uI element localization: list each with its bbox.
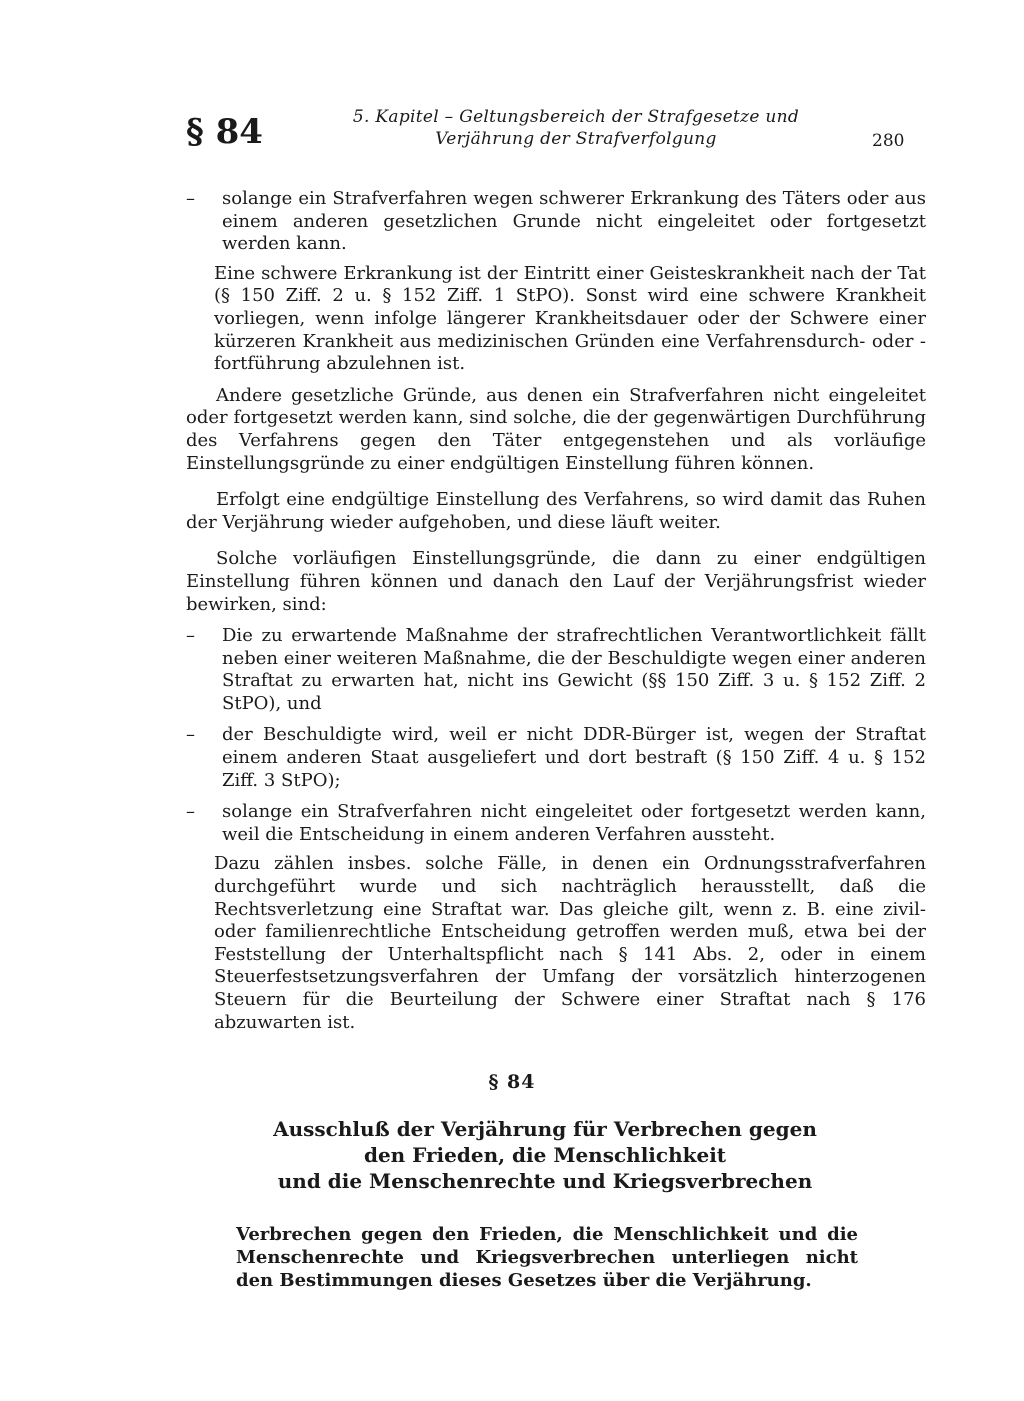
paragraph: Solche vorläufigen Einstellungsgründe, die dann zu einer endgültigen Einstellung führen können und danach den Lauf der Verjährungsfrist wieder bewirken, sind: <box>186 548 926 615</box>
list-dash: – <box>186 724 195 746</box>
list-item-note: Dazu zählen insbes. solche Fälle, in denen ein Ordnungsstrafverfahren durchgeführt wurde und sich nachträglich herausstellt, daß die Rechtsverletzung eine Straftat war. Das gleiche gilt, wenn z. B. eine zivil- oder familienrechtliche Entscheidung getroffen werden muß, etwa bei der Feststellung der Unterhaltspflicht nach § 141 Abs. 2, oder in einem Steuerfestsetzungsverfahren der Umfang der vorsätzlich hinterzogenen Steuern für die Beurteilung der Schwere einer Straftat nach § 176 abzuwarten ist. <box>214 853 926 1033</box>
list-dash: – <box>186 801 195 823</box>
commentary-body <box>186 188 926 1034</box>
paragraph: Erfolgt eine endgültige Einstellung des Verfahrens, so wird damit das Ruhen der Verjährung wieder aufgehoben, und diese läuft weiter. <box>186 489 926 533</box>
list-item-text: der Beschuldigte wird, weil er nicht DDR-Bürger ist, wegen der Straftat einem anderen Staat ausgeliefert und dort bestraft (§ 150 Ziff. 4 u. § 152 Ziff. 3 StPO); <box>222 724 926 791</box>
section-title-line-2: den Frieden, die Menschlichkeit <box>363 1143 727 1167</box>
page-number: 280 <box>872 131 905 151</box>
header-chapter-line-2: Verjährung der Strafverfolgung <box>435 129 717 149</box>
section-title <box>200 1116 890 1194</box>
section-title-line-1: Ausschluß der Verjährung für Verbrechen gegen <box>273 1117 817 1141</box>
header-chapter-line-1: 5. Kapitel – Geltungsbereich der Strafgesetze und <box>352 107 800 127</box>
list-dash: – <box>186 188 195 209</box>
section-statute-text: Verbrechen gegen den Frieden, die Menschlichkeit und die Menschenrechte und Kriegsverbrechen unterliegen nicht den Bestimmungen dieses Gesetzes über die Verjährung. <box>236 1224 858 1291</box>
list-item-text: solange ein Strafverfahren nicht eingeleitet oder fortgesetzt werden kann, weil die Entscheidung in einem anderen Verfahren aussteht. <box>222 801 926 845</box>
section-title-line-3: und die Menschenrechte und Kriegsverbrechen <box>277 1169 813 1193</box>
list-item <box>186 724 926 792</box>
list-dash: – <box>186 625 195 647</box>
list-item-text: Die zu erwartende Maßnahme der strafrechtlichen Verantwortlichkeit fällt neben einer weiteren Maßnahme, die der Beschuldigte wegen einer anderen Straftat zu erwarten hat, nicht ins Gewicht (§§ 150 Ziff. 3 u. § 152 Ziff. 2 StPO), und <box>222 625 926 714</box>
list-item <box>186 801 926 846</box>
list-item <box>186 188 926 256</box>
list-item <box>186 625 926 715</box>
header-section-number: § 84 <box>186 112 263 152</box>
header-chapter-title <box>306 106 846 150</box>
list-item-note: Eine schwere Erkrankung ist der Eintritt einer Geisteskrankheit nach der Tat (§ 150 Ziff. 2 u. § 152 Ziff. 1 StPO). Sonst wird eine schwere Krankheit vorliegen, wenn infolge längerer Krankheitsdauer oder der Schwere einer kürzeren Krankheit aus medizinischen Gründen eine Verfahrensdurch- oder -fortführung abzulehnen ist. <box>214 262 926 375</box>
paragraph: Andere gesetzliche Gründe, aus denen ein Strafverfahren nicht eingeleitet oder fortgesetzt werden kann, sind solche, die der gegenwärtigen Durchführung des Verfahrens gegen den Täter entgegenstehen und als vorläufige Einstellungsgründe zu einer endgültigen Einstellung führen können. <box>186 384 926 474</box>
list-item-text: solange ein Strafverfahren wegen schwerer Erkrankung des Täters oder aus einem anderen gesetzlichen Grunde nicht eingeleitet oder fortgesetzt werden kann. <box>222 188 926 255</box>
section-number: § 84 <box>488 1071 536 1093</box>
